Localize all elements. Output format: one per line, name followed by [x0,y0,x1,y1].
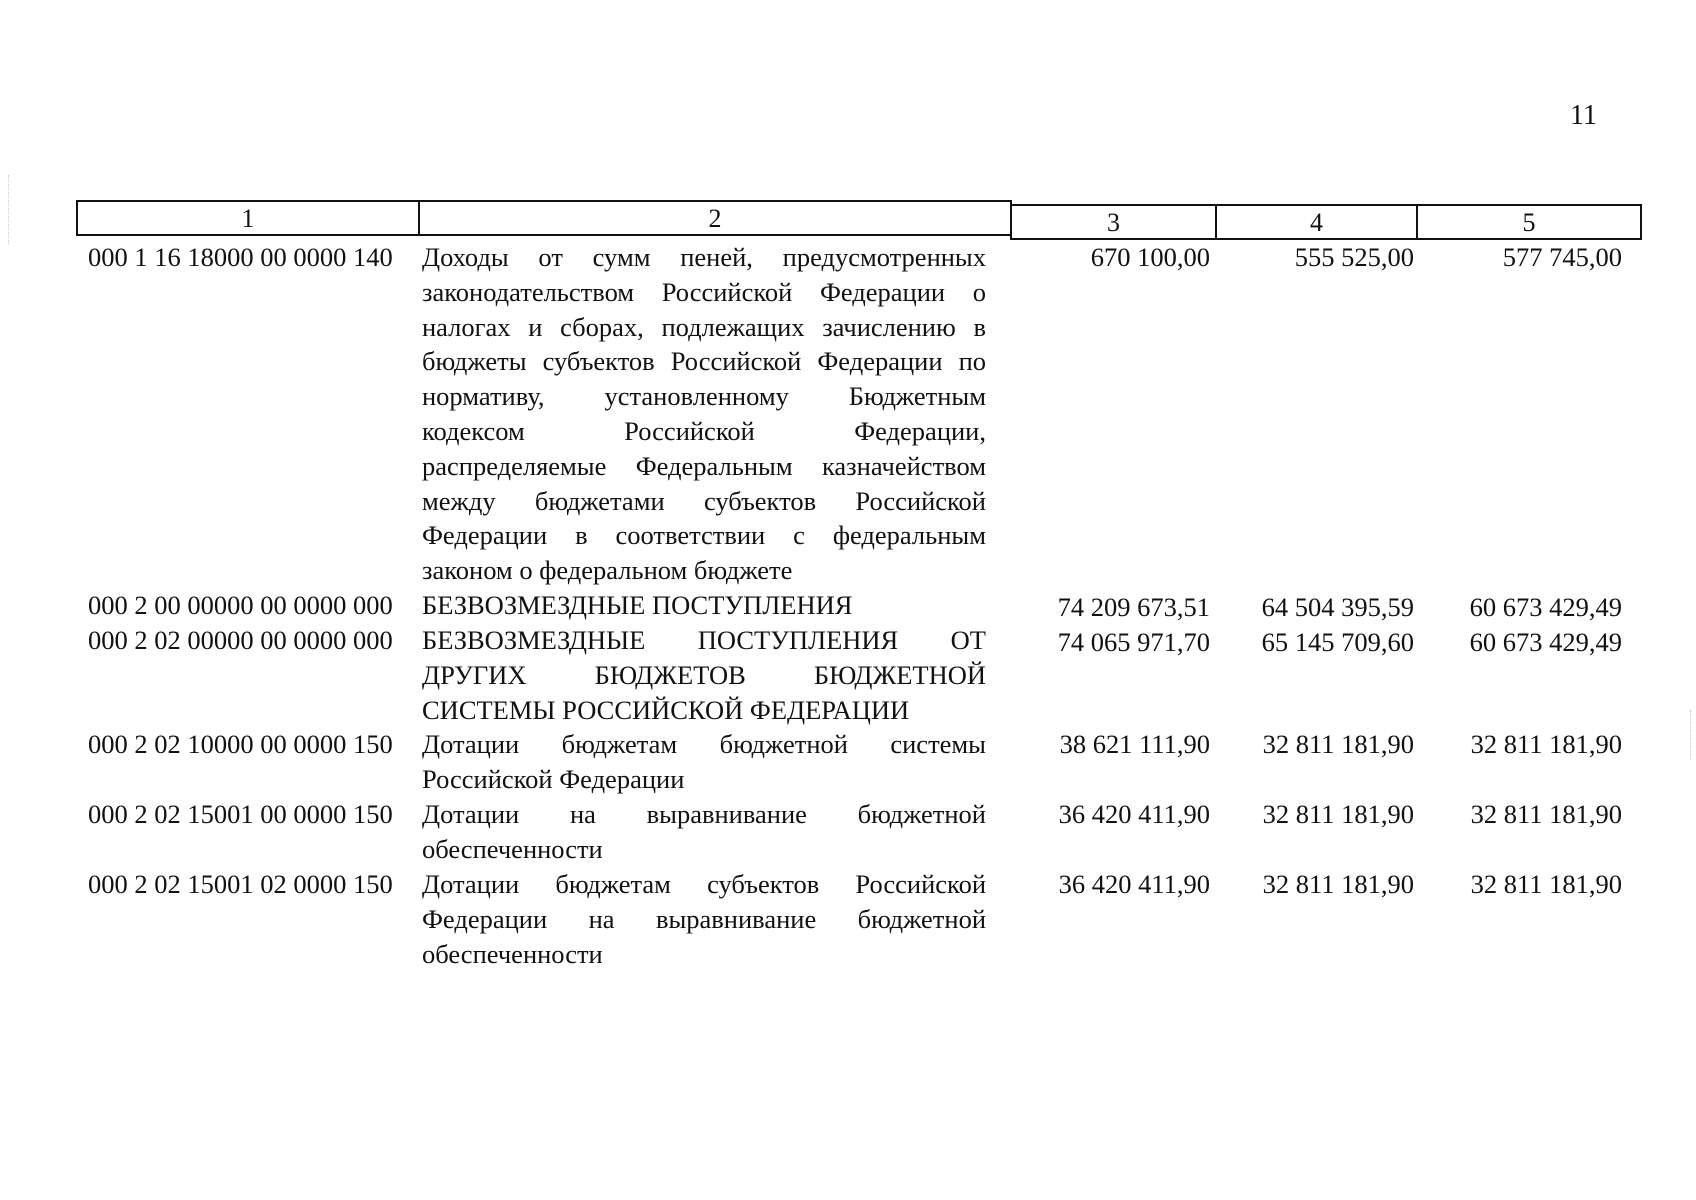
table-row [76,588,1644,623]
amount-col-5: 60 673 429,49 [1469,592,1622,622]
table-header-col-3: 3 [1010,204,1217,240]
amount-col-4: 32 811 181,90 [1262,799,1414,829]
amount-col-5: 32 811 181,90 [1470,729,1622,759]
amount-col-3: 36 420 411,90 [1058,869,1210,899]
amount-col-3: 670 100,00 [1090,242,1210,272]
scan-artifact-left [8,175,11,245]
budget-code: 000 2 02 15001 00 0000 150 [88,799,393,829]
table-header-col-2: 2 [418,200,1012,236]
amount-col-3: 74 065 971,70 [1057,627,1210,657]
table-row [76,867,1644,971]
amount-col-3: 36 420 411,90 [1058,799,1210,829]
amount-col-5: 32 811 181,90 [1470,869,1622,899]
income-name: БЕЗВОЗМЕЗДНЫЕ ПОСТУПЛЕНИЯ [422,590,853,620]
table-header-row [76,200,1644,238]
table-row [76,623,1644,727]
budget-code: 000 2 02 00000 00 0000 000 [88,625,393,655]
amount-col-4: 32 811 181,90 [1262,729,1414,759]
amount-col-4: 65 145 709,60 [1261,627,1414,657]
table-row [76,240,1644,588]
income-name: БЕЗВОЗМЕЗДНЫЕ ПОСТУПЛЕНИЯ ОТ ДРУГИХ БЮДЖЕТОВ БЮДЖЕТНОЙ СИСТЕМЫ РОССИЙСКОЙ ФЕДЕРАЦИИ [422,625,986,725]
table-body [76,240,1644,971]
income-name: Дотации бюджетам субъектов Российской Федерации на выравнивание бюджетной обеспеченности [422,869,986,969]
amount-col-4: 555 525,00 [1294,242,1414,272]
amount-col-5: 32 811 181,90 [1470,799,1622,829]
table-header-col-1: 1 [76,200,420,236]
budget-code: 000 2 02 15001 02 0000 150 [88,869,393,899]
income-name: Доходы от сумм пеней, предусмотренных законодательством Российской Федерации о налогах и сборах, подлежащих зачислению в бюджеты субъектов Российской Федерации по нормативу, установленному Бюджетным кодексом Российской Федерации, распределяемые Федеральным казначейством между бюджетами субъектов Российской Федерации в соответствии с федеральным законом о федеральном бюджете [422,242,986,586]
amount-col-3: 74 209 673,51 [1057,592,1210,622]
amount-col-3: 38 621 111,90 [1059,729,1210,759]
scan-artifact-right [1690,710,1693,760]
table-row [76,727,1644,797]
amount-col-4: 32 811 181,90 [1262,869,1414,899]
table-header-col-4: 4 [1215,204,1418,240]
page-number: 11 [1570,100,1597,131]
table-header-col-5: 5 [1416,204,1642,240]
amount-col-5: 60 673 429,49 [1469,627,1622,657]
table-row [76,797,1644,867]
income-name: Дотации бюджетам бюджетной системы Российской Федерации [422,729,986,794]
amount-col-5: 577 745,00 [1502,242,1622,272]
amount-col-4: 64 504 395,59 [1261,592,1414,622]
income-name: Дотации на выравнивание бюджетной обеспеченности [422,799,986,864]
budget-code: 000 2 00 00000 00 0000 000 [88,590,393,620]
budget-code: 000 1 16 18000 00 0000 140 [88,242,393,272]
budget-code: 000 2 02 10000 00 0000 150 [88,729,393,759]
